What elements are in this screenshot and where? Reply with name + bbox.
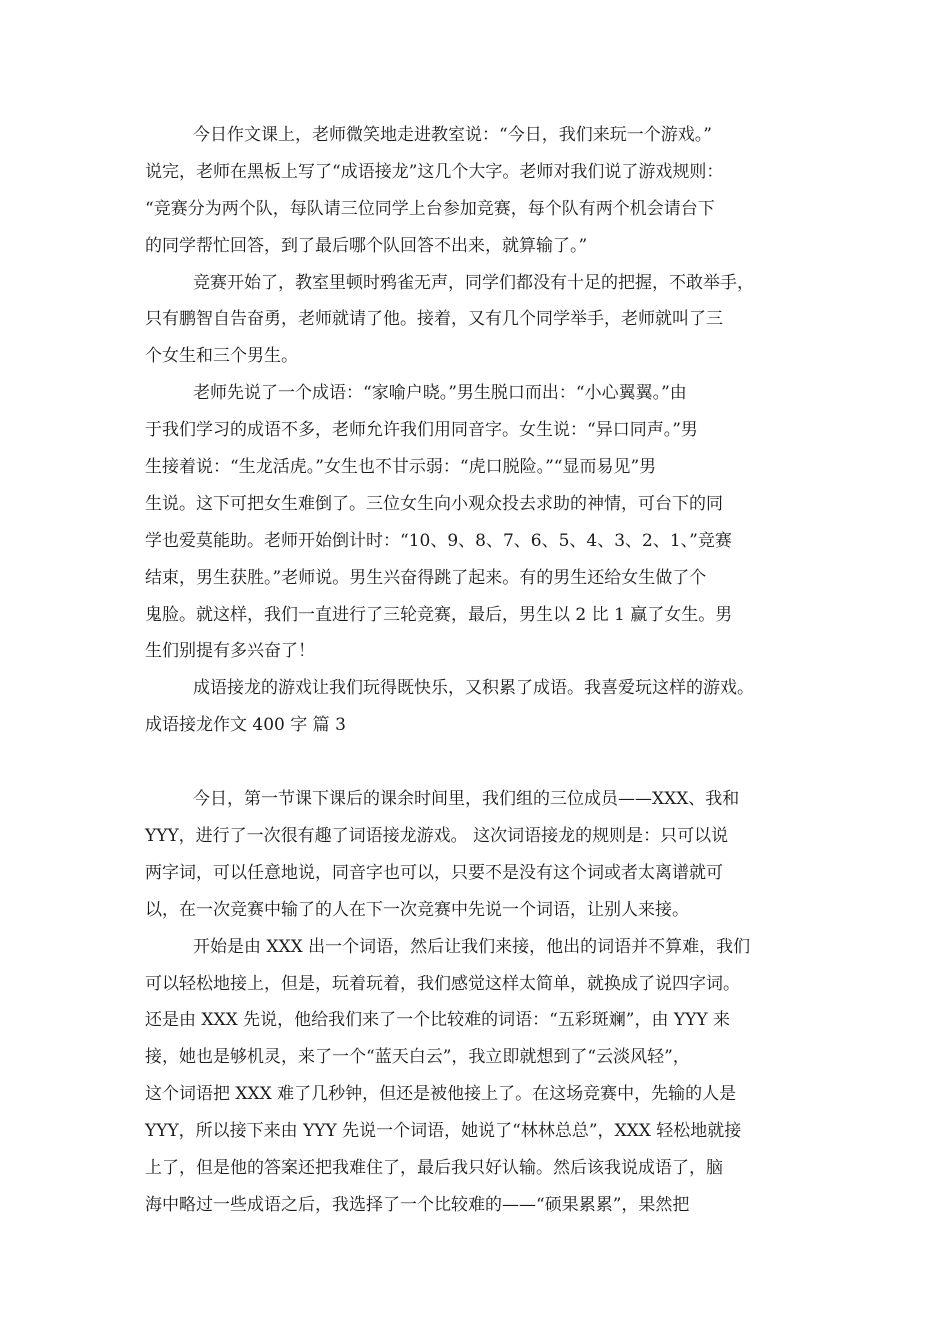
- paragraph-first-line: 今日，第一节课下课后的课余时间里，我们组的三位成员——XXX、我和: [193, 789, 740, 810]
- paragraph-first-line: 开始是由 XXX 出一个词语，然后让我们来接，他出的词语并不算难，我们: [193, 936, 751, 957]
- text-line: 两字词，可以任意地说，同音字也可以，只要不是没有这个词或者太离谱就可: [145, 862, 723, 883]
- essay-text: [145, 117, 815, 1224]
- text-line: 生们别提有多兴奋了！: [145, 641, 315, 662]
- text-line: 的同学帮忙回答，到了最后哪个队回答不出来，就算输了。”: [145, 235, 588, 256]
- paragraph-first-line: 成语接龙的游戏让我们玩得既快乐，又积累了成语。我喜爱玩这样的游戏。: [193, 678, 754, 699]
- text-line: 生接着说：“生龙活虎。”女生也不甘示弱：“虎口脱险。”“显而易见”男: [145, 457, 657, 478]
- text-line: 只有鹏智自告奋勇，老师就请了他。接着，又有几个同学举手，老师就叫了三: [145, 309, 723, 330]
- text-line: YYY，进行了一次很有趣了词语接龙游戏。 这次词语接龙的规则是：只可以说: [145, 826, 729, 847]
- text-line: 可以轻松地接上，但是，玩着玩着，我们感觉这样太简单，就换成了说四字词。: [145, 973, 740, 994]
- text-line: 海中略过一些成语之后，我选择了一个比较难的——“硕果累累”，果然把: [145, 1194, 690, 1215]
- text-line: YYY，所以接下来由 YYY 先说一个词语，她说了“林林总总”，XXX 轻松地就接: [145, 1121, 742, 1142]
- paragraph-first-line: 今日作文课上，老师微笑地走进教室说：“今日，我们来玩一个游戏。”: [193, 125, 712, 145]
- text-line: 还是由 XXX 先说，他给我们来了一个比较难的词语：“五彩斑斓”，由 YYY 来: [145, 1010, 730, 1031]
- text-line: 学也爱莫能助。老师开始倒计时：“10、9、8、7、6、5、4、3、2、1、”竞赛: [145, 530, 732, 551]
- paragraph-first-line: 老师先说了一个成语：“家喻户晓。”男生脱口而出：“小心翼翼。”由: [193, 383, 687, 404]
- text-line: 鬼脸。就这样，我们一直进行了三轮竞赛，最后，男生以 2 比 1 赢了女生。男: [145, 604, 733, 625]
- text-line: 结束，男生获胜。”老师说。男生兴奋得跳了起来。有的男生还给女生做了个: [145, 567, 707, 588]
- text-line: [145, 744, 815, 781]
- text-line: 接，她也是够机灵，来了一个“蓝天白云”，我立即就想到了“云淡风轻”，: [145, 1047, 690, 1068]
- text-line: 这个词语把 XXX 难了几秒钟，但还是被他接上了。在这场竞赛中，先输的人是: [145, 1084, 737, 1105]
- text-line: 上了，但是他的答案还把我难住了，最后我只好认输。然后该我说成语了，脑: [145, 1158, 723, 1179]
- text-line: 以，在一次竞赛中输了的人在下一次竞赛中先说一个词语，让别人来接。: [145, 899, 689, 920]
- text-line: 个女生和三个男生。: [145, 346, 298, 367]
- paragraph-first-line: 竞赛开始了，教室里顿时鸦雀无声，同学们都没有十足的把握，不敢举手，: [193, 272, 754, 293]
- text-line: 生说。这下可把女生难倒了。三位女生向小观众投去求助的神情，可台下的同: [145, 493, 723, 514]
- text-line: 说完，老师在黑板上写了“成语接龙”这几个大字。老师对我们说了游戏规则：: [145, 161, 724, 182]
- text-line: 成语接龙作文 400 字 篇 3: [145, 715, 346, 736]
- text-line: 于我们学习的成语不多，老师允许我们用同音字。女生说：“异口同声。”男: [145, 420, 698, 441]
- text-line: “竞赛分为两个队，每队请三位同学上台参加竞赛，每个队有两个机会请台下: [145, 198, 715, 219]
